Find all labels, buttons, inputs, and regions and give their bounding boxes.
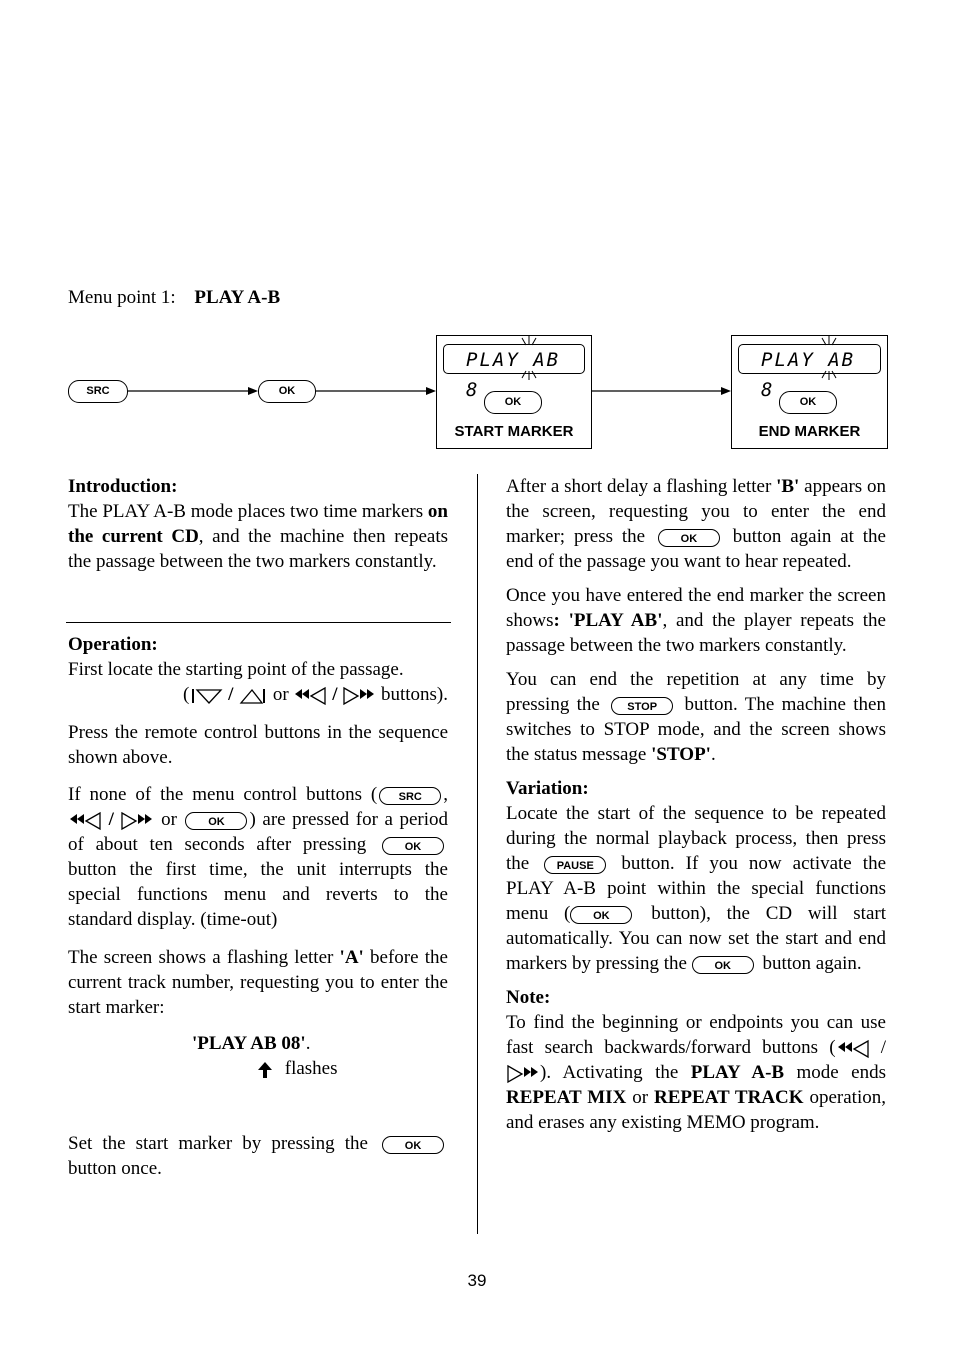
start-marker-label: START MARKER	[454, 423, 574, 440]
variation-heading: Variation:	[506, 778, 589, 799]
column-divider	[477, 474, 478, 1234]
ok-button: OK	[779, 391, 837, 414]
right-column	[506, 474, 886, 1135]
ok-button: OK	[382, 1136, 444, 1154]
stop-button: STOP	[611, 697, 673, 715]
operation-heading: Operation:	[68, 634, 158, 655]
ok-button: OK	[658, 529, 720, 547]
operation-buttons-line: ( / or / buttons).	[183, 684, 448, 705]
ok-button: OK	[382, 837, 444, 855]
rewind-icon	[68, 811, 102, 831]
page-number: 39	[467, 1271, 487, 1290]
rewind-icon	[836, 1039, 870, 1059]
section-divider	[66, 622, 451, 623]
left-column	[68, 474, 448, 574]
ok-button: OK	[692, 956, 754, 974]
fast-forward-icon	[506, 1064, 540, 1084]
timeout-paragraph: If none of the menu control buttons ( SRC , / or OK ) are pressed for a period of about ten seconds after pressing OK button the first time, the unit interrupts the special functions menu and reverts to the standard display. (time-out)	[68, 784, 449, 930]
start-marker-box	[436, 335, 592, 449]
ok-button: OK	[258, 380, 316, 403]
set-start-paragraph: Set the start marker by pressing the OK button once.	[68, 1131, 448, 1181]
note-heading: Note:	[506, 987, 551, 1008]
rewind-icon	[293, 686, 327, 706]
variation-paragraph: Locate the start of the sequence to be repeated during the normal playback process, then press the PAUSE button. If you now activate the PLAY A-B point within the special functions menu ( OK button), the CD will start automatically. You can now set the start and end markers by pressing the OK button again.	[506, 803, 887, 974]
once-paragraph: Once you have entered the end marker the screen shows: 'PLAY AB', and the player repeats the passage between the two markers constantly.	[506, 585, 886, 656]
end-marker-box	[731, 335, 888, 449]
up-arrow-icon	[256, 1060, 274, 1080]
menu-point-label: Menu point 1:	[68, 287, 176, 308]
end-marker-label: END MARKER	[758, 423, 861, 440]
operation-text: First locate the starting point of the passage.	[68, 659, 404, 680]
skip-forward-icon	[238, 686, 268, 706]
ok-button: OK	[185, 812, 247, 830]
intro-paragraph: The PLAY A-B mode places two time markers on the current CD, and the machine then repeats the passage between the two markers constantly.	[68, 501, 448, 572]
lcd-display: PLAY AB 8	[738, 344, 881, 374]
intro-heading: Introduction:	[68, 476, 178, 497]
after-paragraph: After a short delay a flashing letter 'B' appears on the screen, requesting you to enter the end marker; press the OK button again at the end of the passage you want to hear repeated.	[506, 476, 886, 572]
pause-button: PAUSE	[544, 856, 606, 874]
left-column-operation	[68, 632, 448, 1181]
flashes-line: flashes	[68, 1056, 448, 1081]
screen-paragraph: The screen shows a flashing letter 'A' before the current track number, requesting you to enter the start marker:	[68, 947, 448, 1018]
lcd-display: PLAY AB 8	[443, 344, 585, 374]
sequence-diagram	[0, 0, 954, 460]
play-ab-line: 'PLAY AB 08'.	[192, 1033, 311, 1054]
end-paragraph: You can end the repetition at any time by pressing the STOP button. The machine then switches to STOP mode, and the screen shows the status message 'STOP'.	[506, 669, 886, 765]
note-paragraph: To find the beginning or endpoints you can use fast search backwards/forward buttons ( / ). Activating the PLAY A-B mode ends REPEAT MIX or REPEAT TRACK operation, and erases any existing MEMO program.	[506, 1012, 887, 1133]
menu-point-title: PLAY A-B	[194, 287, 281, 308]
skip-back-icon	[189, 686, 223, 706]
src-button: SRC	[379, 787, 441, 805]
ok-button: OK	[570, 906, 632, 924]
press-paragraph: Press the remote control buttons in the sequence shown above.	[68, 722, 448, 768]
fast-forward-icon	[342, 686, 376, 706]
ok-button: OK	[484, 391, 542, 414]
src-button: SRC	[68, 380, 128, 403]
fast-forward-icon	[120, 811, 154, 831]
